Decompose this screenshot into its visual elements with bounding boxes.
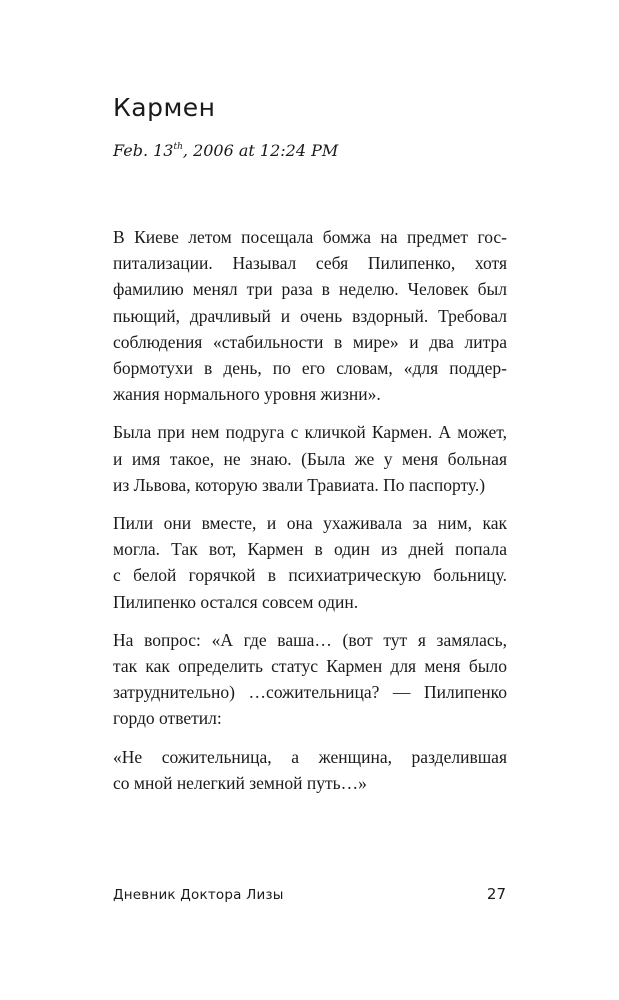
- text-line: пьющий, драчливый и очень вздорный. Требовал: [113, 305, 507, 326]
- text-line: питализации. Называл себя Пилипенко, хотя: [113, 253, 507, 274]
- paragraph: [113, 419, 507, 498]
- paragraph: [113, 224, 507, 407]
- text-line: жания нормального уровня жизни».: [113, 384, 381, 405]
- post-date-rest: , 2006 at 12:24 PM: [182, 141, 339, 160]
- text-line: и имя такое, не знаю. (Была же у меня больная: [113, 448, 507, 469]
- text-line: бормотухи в день, по его словам, «для поддер-: [113, 358, 507, 379]
- post-date-day: Feb. 13: [113, 141, 174, 160]
- text-line: Пили они вместе, и она ухаживала за ним, как: [113, 513, 507, 534]
- text-line: На вопрос: «А где ваша… (вот тут я замялась,: [113, 629, 507, 650]
- running-footer-title: Дневник Доктора Лизы: [113, 887, 284, 903]
- paragraph: [113, 744, 507, 796]
- text-line: Пилипенко остался совсем один.: [113, 591, 359, 612]
- text-line: так как определить статус Кармен для меня было: [113, 656, 507, 677]
- text-line: затруднительно) …сожительница? — Пилипенко: [113, 682, 507, 703]
- text-line: со мной нелегкий земной путь…»: [113, 772, 367, 793]
- text-line: соблюдения «стабильности в мире» и два литра: [113, 331, 507, 352]
- article-body: [113, 224, 507, 808]
- text-line: из Львова, которую звали Травиата. По паспорту.): [113, 474, 486, 495]
- text-line: с белой горячкой в психиатрическую больницу.: [113, 565, 507, 586]
- post-date-ordinal: th: [173, 142, 183, 152]
- text-line: гордо ответил:: [113, 708, 222, 729]
- paragraph: [113, 510, 507, 615]
- post-date: [113, 140, 338, 165]
- text-line: «Не сожительница, а женщина, разделившая: [113, 746, 507, 767]
- text-line: могла. Так вот, Кармен в один из дней попала: [113, 539, 507, 560]
- page-number: 27: [486, 885, 506, 903]
- page-title: Кармен: [113, 93, 216, 122]
- text-line: Была при нем подруга с кличкой Кармен. А может,: [113, 422, 507, 443]
- paragraph: [113, 627, 507, 732]
- text-line: В Киеве летом посещала бомжа на предмет гос-: [113, 227, 507, 247]
- text-line: фамилию менял три раза в неделю. Человек был: [113, 279, 507, 300]
